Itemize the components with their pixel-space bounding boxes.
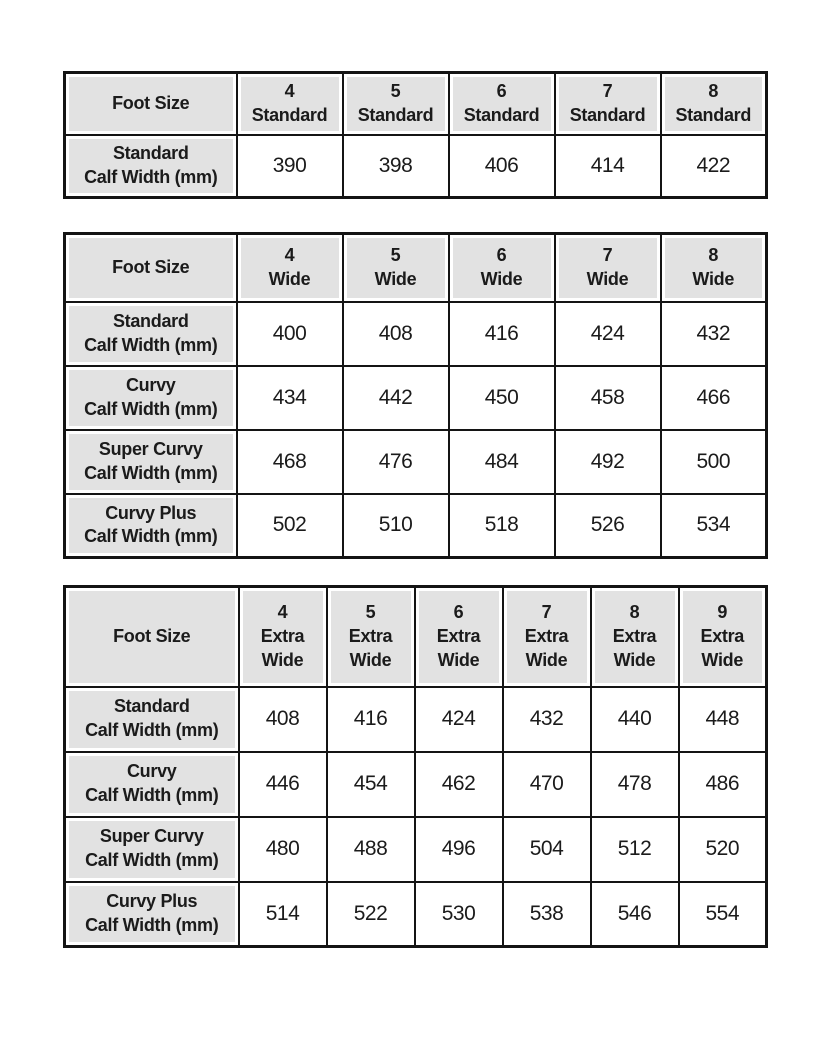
table-header-row bbox=[65, 587, 767, 687]
table-header-row bbox=[65, 234, 767, 302]
row-label-cell bbox=[65, 494, 237, 558]
size-column-header-5 bbox=[327, 587, 415, 687]
table-row bbox=[65, 366, 767, 430]
size-column-header-6 bbox=[415, 587, 503, 687]
column-header-line: 7 bbox=[602, 245, 613, 265]
row-label-line: Curvy bbox=[125, 374, 176, 395]
foot-size-header-cell bbox=[65, 587, 239, 687]
calf-width-value-cell: 478 bbox=[591, 752, 679, 817]
row-label-line: Calf Width (mm) bbox=[84, 334, 218, 355]
calf-width-value-cell: 520 bbox=[679, 817, 767, 882]
column-header-line: Wide bbox=[437, 649, 480, 670]
size-column-header-4 bbox=[237, 234, 343, 302]
column-header-line: Wide bbox=[613, 649, 656, 670]
column-header-line: Extra bbox=[436, 625, 481, 646]
calf-width-value-cell: 500 bbox=[661, 430, 767, 494]
column-header-line: Wide bbox=[525, 649, 568, 670]
row-label-line: Calf Width (mm) bbox=[85, 850, 219, 870]
size-table-wide bbox=[63, 232, 768, 559]
calf-width-value-cell: 450 bbox=[449, 366, 555, 430]
row-label-line: Calf Width (mm) bbox=[84, 166, 218, 187]
calf-width-value-cell: 530 bbox=[415, 882, 503, 947]
column-header-line: 8 bbox=[708, 81, 719, 101]
row-label-line: Calf Width (mm) bbox=[84, 398, 218, 419]
table-row bbox=[65, 135, 767, 198]
calf-width-value-cell: 432 bbox=[661, 302, 767, 366]
calf-width-value-cell: 422 bbox=[661, 135, 767, 198]
size-column-header-7 bbox=[555, 234, 661, 302]
calf-width-value-cell: 424 bbox=[415, 687, 503, 752]
column-header-line: 8 bbox=[629, 602, 640, 623]
column-header-line: 4 bbox=[284, 245, 295, 265]
foot-size-label: Foot Size bbox=[113, 626, 191, 647]
table-row bbox=[65, 752, 767, 817]
calf-width-value-cell: 514 bbox=[239, 882, 327, 947]
row-label-cell bbox=[65, 817, 239, 882]
column-header-line: 6 bbox=[496, 81, 507, 101]
row-label-cell bbox=[65, 302, 237, 366]
column-header-line: Standard bbox=[463, 104, 540, 125]
row-label-line: Standard bbox=[112, 310, 189, 331]
column-header-line: 6 bbox=[496, 245, 507, 265]
row-label-line: Super Curvy bbox=[98, 438, 203, 459]
table-header-row bbox=[65, 73, 767, 135]
row-label-line: Curvy bbox=[126, 761, 177, 782]
table-row bbox=[65, 687, 767, 752]
size-column-header-7 bbox=[555, 73, 661, 135]
row-label-line: Calf Width (mm) bbox=[85, 785, 219, 805]
row-label-cell bbox=[65, 687, 239, 752]
column-header-line: Wide bbox=[701, 649, 744, 670]
column-header-line: Standard bbox=[675, 104, 752, 125]
calf-width-value-cell: 496 bbox=[415, 817, 503, 882]
foot-size-header-cell bbox=[65, 234, 237, 302]
row-label-cell bbox=[65, 366, 237, 430]
row-label-line: Calf Width (mm) bbox=[84, 462, 218, 483]
calf-width-value-cell: 510 bbox=[343, 494, 449, 558]
foot-size-label: Foot Size bbox=[112, 93, 190, 114]
row-label-line: Calf Width (mm) bbox=[85, 914, 219, 935]
calf-width-value-cell: 470 bbox=[503, 752, 591, 817]
calf-width-value-cell: 408 bbox=[239, 687, 327, 752]
table-row bbox=[65, 882, 767, 947]
calf-width-value-cell: 454 bbox=[327, 752, 415, 817]
column-header-line: Wide bbox=[268, 268, 311, 289]
table-row bbox=[65, 430, 767, 494]
calf-width-value-cell: 518 bbox=[449, 494, 555, 558]
column-header-line: Extra bbox=[612, 625, 657, 646]
size-table-standard bbox=[63, 71, 768, 199]
row-label-cell bbox=[65, 135, 237, 198]
calf-width-value-cell: 398 bbox=[343, 135, 449, 198]
calf-width-value-cell: 492 bbox=[555, 430, 661, 494]
calf-width-value-cell: 534 bbox=[661, 494, 767, 558]
column-header-line: Extra bbox=[260, 625, 305, 646]
calf-width-value-cell: 408 bbox=[343, 302, 449, 366]
size-column-header-5 bbox=[343, 73, 449, 135]
size-tables-container bbox=[63, 71, 828, 948]
size-column-header-9 bbox=[679, 587, 767, 687]
calf-width-value-cell: 504 bbox=[503, 817, 591, 882]
column-header-line: Wide bbox=[374, 268, 417, 289]
calf-width-value-cell: 554 bbox=[679, 882, 767, 947]
column-header-line: Wide bbox=[586, 268, 629, 289]
calf-width-value-cell: 486 bbox=[679, 752, 767, 817]
calf-width-value-cell: 416 bbox=[449, 302, 555, 366]
column-header-line: 9 bbox=[717, 602, 728, 623]
row-label-cell bbox=[65, 430, 237, 494]
row-label-line: Standard bbox=[112, 143, 189, 163]
size-column-header-5 bbox=[343, 234, 449, 302]
calf-width-value-cell: 484 bbox=[449, 430, 555, 494]
column-header-line: Wide bbox=[349, 649, 392, 670]
column-header-line: 4 bbox=[277, 602, 288, 623]
column-header-line: Wide bbox=[692, 268, 735, 289]
size-column-header-4 bbox=[239, 587, 327, 687]
calf-width-value-cell: 462 bbox=[415, 752, 503, 817]
foot-size-label: Foot Size bbox=[112, 257, 190, 278]
column-header-line: Standard bbox=[569, 104, 646, 125]
calf-width-value-cell: 502 bbox=[237, 494, 343, 558]
calf-width-value-cell: 468 bbox=[237, 430, 343, 494]
column-header-line: 5 bbox=[365, 602, 376, 623]
size-column-header-8 bbox=[591, 587, 679, 687]
calf-width-value-cell: 488 bbox=[327, 817, 415, 882]
size-table-extra-wide bbox=[63, 585, 768, 948]
column-header-line: 7 bbox=[602, 81, 613, 101]
table-row bbox=[65, 817, 767, 882]
column-header-line: 4 bbox=[284, 81, 295, 101]
calf-width-value-cell: 526 bbox=[555, 494, 661, 558]
calf-width-value-cell: 446 bbox=[239, 752, 327, 817]
row-label-line: Curvy Plus bbox=[105, 502, 197, 523]
calf-width-value-cell: 442 bbox=[343, 366, 449, 430]
calf-width-value-cell: 424 bbox=[555, 302, 661, 366]
column-header-line: Extra bbox=[348, 625, 393, 646]
foot-size-header-cell bbox=[65, 73, 237, 135]
size-column-header-6 bbox=[449, 234, 555, 302]
calf-width-value-cell: 476 bbox=[343, 430, 449, 494]
size-column-header-4 bbox=[237, 73, 343, 135]
column-header-line: 5 bbox=[390, 81, 401, 101]
calf-width-value-cell: 466 bbox=[661, 366, 767, 430]
calf-width-value-cell: 538 bbox=[503, 882, 591, 947]
size-column-header-8 bbox=[661, 73, 767, 135]
calf-width-value-cell: 432 bbox=[503, 687, 591, 752]
size-column-header-6 bbox=[449, 73, 555, 135]
column-header-line: Standard bbox=[251, 104, 328, 125]
calf-width-value-cell: 522 bbox=[327, 882, 415, 947]
column-header-line: Extra bbox=[524, 625, 569, 646]
calf-width-value-cell: 414 bbox=[555, 135, 661, 198]
column-header-line: Wide bbox=[480, 268, 523, 289]
column-header-line: Standard bbox=[357, 104, 434, 125]
size-column-header-8 bbox=[661, 234, 767, 302]
row-label-line: Calf Width (mm) bbox=[85, 720, 219, 740]
column-header-line: 7 bbox=[541, 602, 552, 623]
row-label-line: Super Curvy bbox=[99, 826, 204, 847]
row-label-line: Standard bbox=[113, 696, 190, 717]
calf-width-value-cell: 390 bbox=[237, 135, 343, 198]
column-header-line: Wide bbox=[261, 649, 304, 670]
calf-width-value-cell: 434 bbox=[237, 366, 343, 430]
calf-width-value-cell: 440 bbox=[591, 687, 679, 752]
row-label-cell bbox=[65, 752, 239, 817]
table-row bbox=[65, 302, 767, 366]
calf-width-value-cell: 448 bbox=[679, 687, 767, 752]
calf-width-value-cell: 400 bbox=[237, 302, 343, 366]
column-header-line: 5 bbox=[390, 245, 401, 265]
row-label-line: Curvy Plus bbox=[106, 891, 198, 911]
calf-width-value-cell: 416 bbox=[327, 687, 415, 752]
calf-width-value-cell: 480 bbox=[239, 817, 327, 882]
calf-width-value-cell: 512 bbox=[591, 817, 679, 882]
calf-width-value-cell: 406 bbox=[449, 135, 555, 198]
column-header-line: 8 bbox=[708, 245, 719, 265]
calf-width-value-cell: 546 bbox=[591, 882, 679, 947]
column-header-line: 6 bbox=[453, 602, 464, 623]
size-column-header-7 bbox=[503, 587, 591, 687]
row-label-cell bbox=[65, 882, 239, 947]
row-label-line: Calf Width (mm) bbox=[84, 526, 218, 547]
column-header-line: Extra bbox=[700, 625, 745, 646]
calf-width-value-cell: 458 bbox=[555, 366, 661, 430]
table-row bbox=[65, 494, 767, 558]
